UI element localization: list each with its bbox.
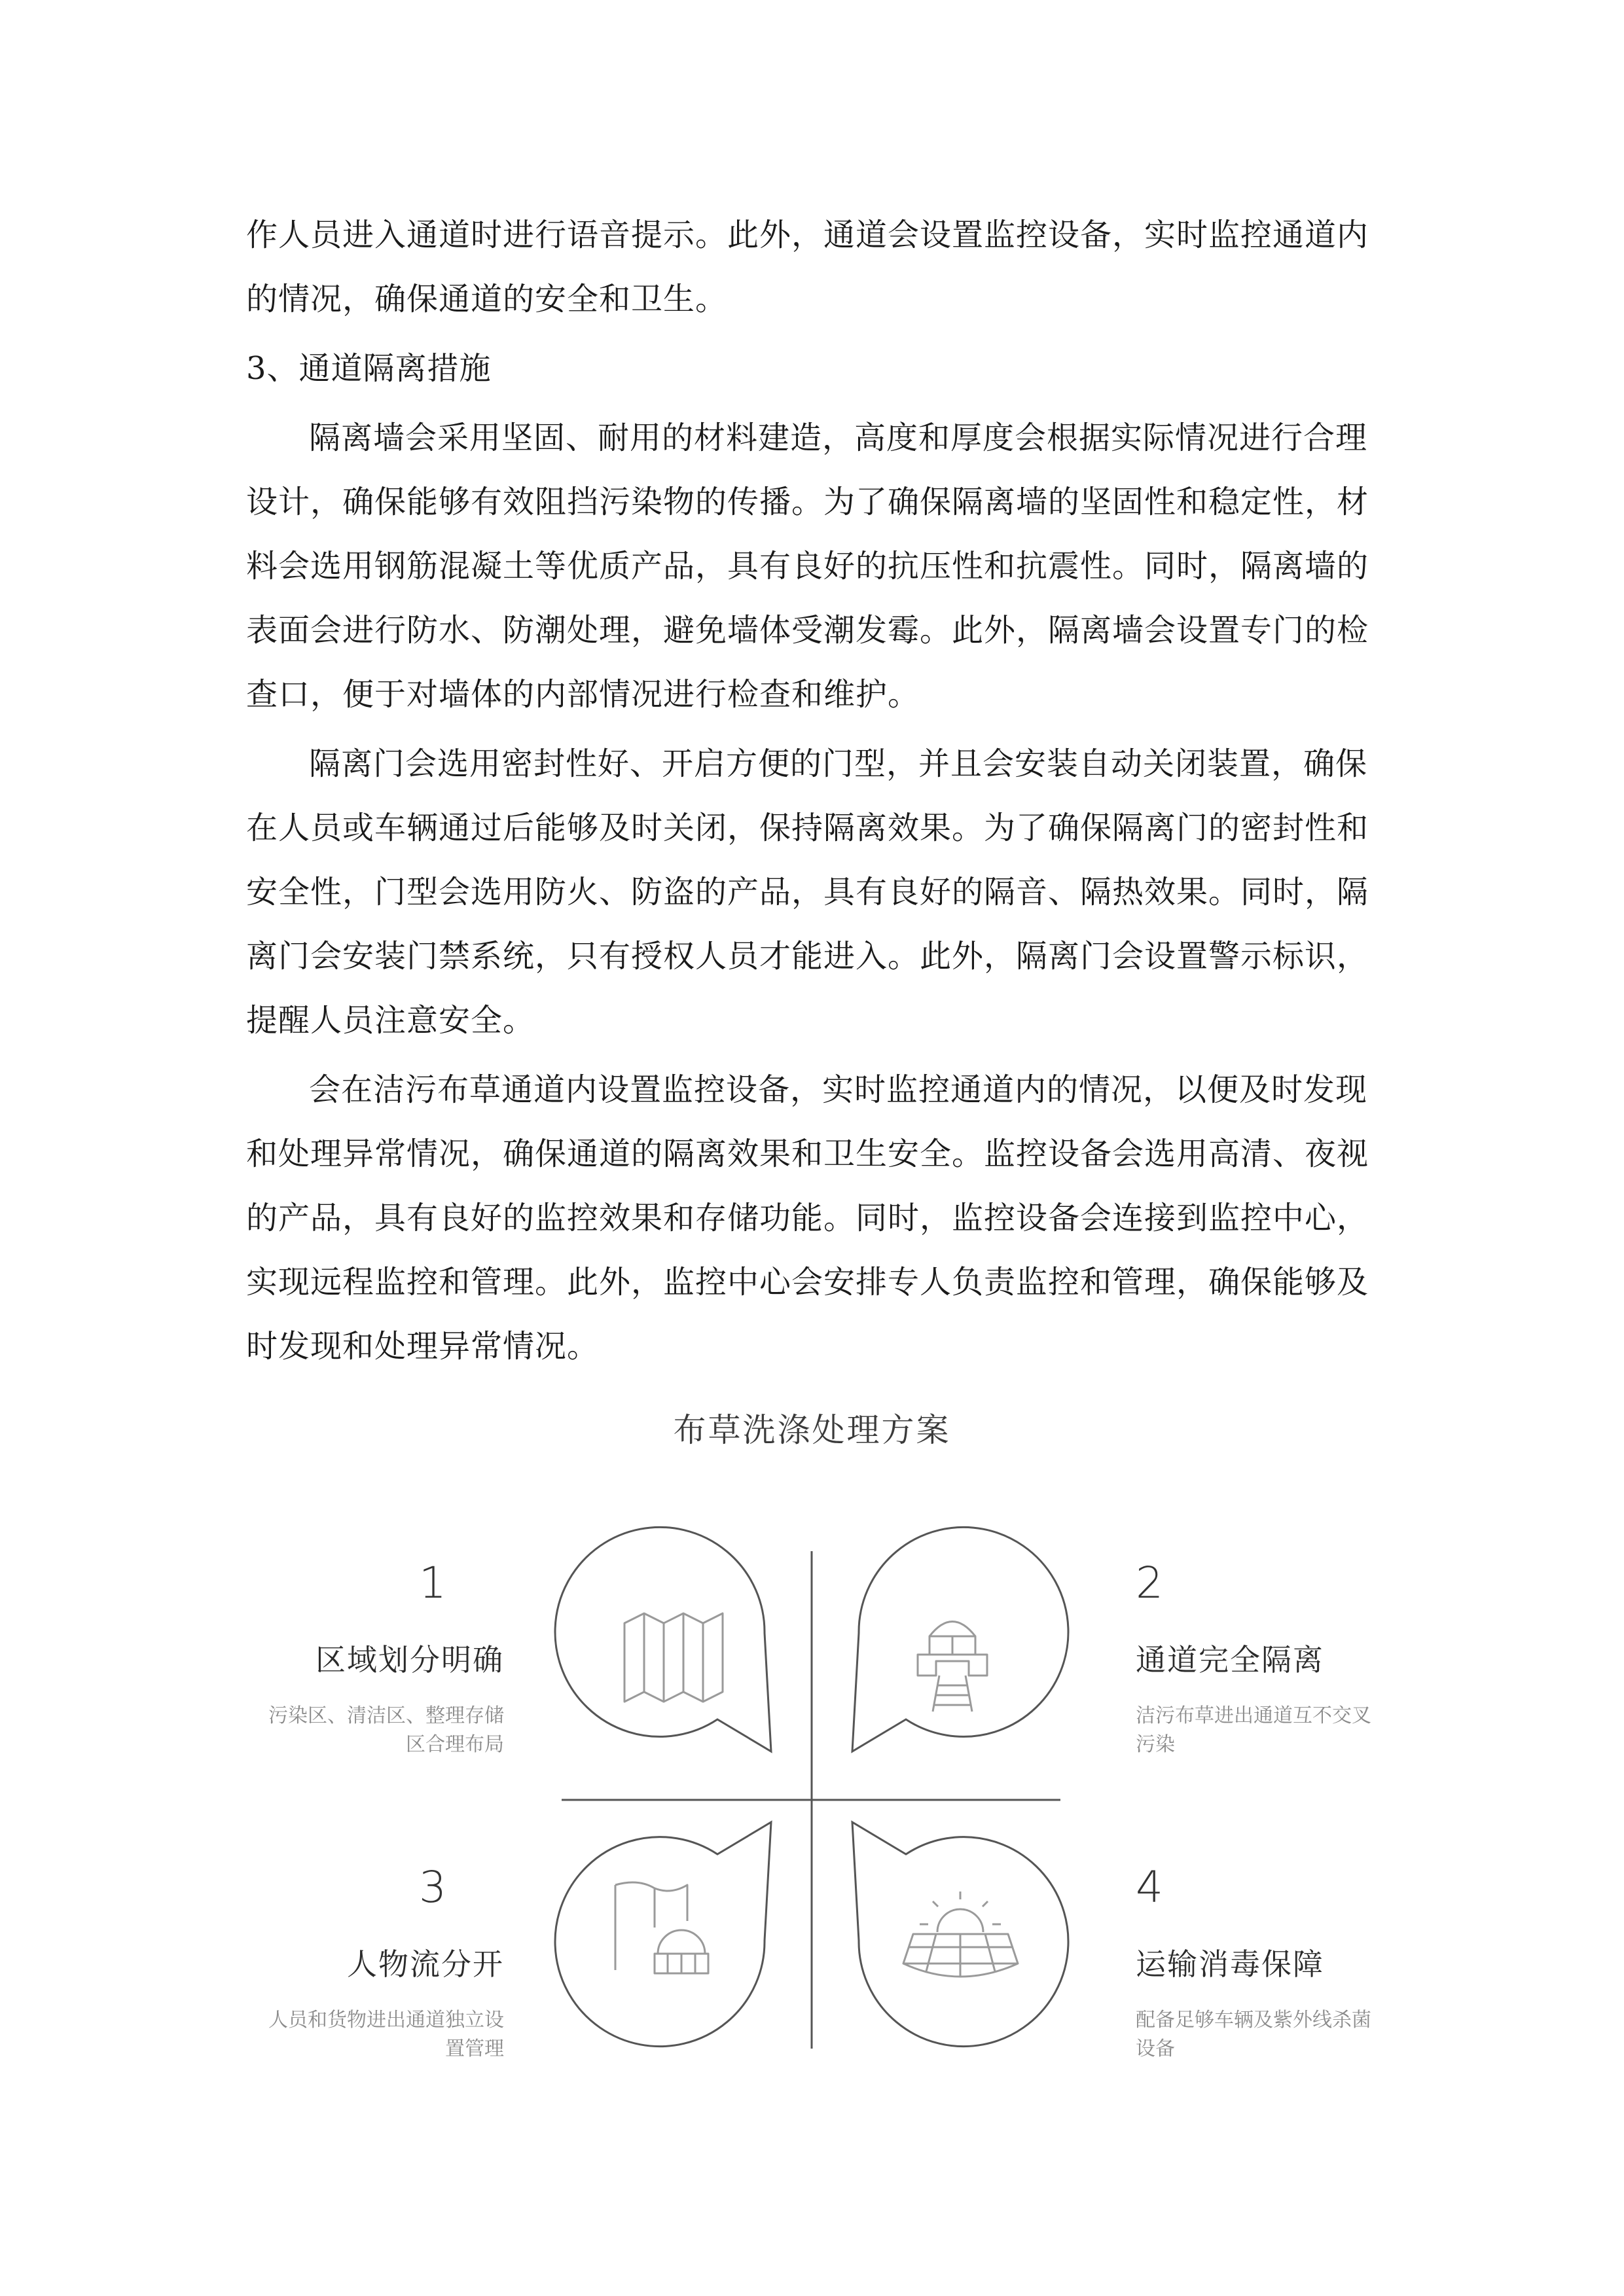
- item-1-number: 1: [419, 1558, 446, 1608]
- item-2-description: 洁污布草进出通道互不交叉污染: [1136, 1704, 1371, 1756]
- item-1-description: 污染区、清洁区、整理存储区合理布局: [268, 1704, 504, 1756]
- diagram-title: 布草洗涤处理方案: [673, 1411, 951, 1449]
- bubble-2: [852, 1527, 1068, 1751]
- bubble-3: [555, 1822, 771, 2047]
- paragraph-isolation-door: 隔离门会选用密封性好、开启方便的门型，并且会安装自动关闭装置，确保在人员或车辆通过后能够及时关闭，保持隔离效果。为了确保隔离门的密封性和安全性，门型会选用防火、防盗的产品，具有良好的隔音、隔热效果。同时，隔离门会安装门禁系统，只有授权人员才能进入。此外，隔离门会设置警示标识，提醒人员注意安全。: [246, 745, 1369, 1039]
- item-4-heading: 运输消毒保障: [1136, 1946, 1324, 1982]
- paragraph-monitoring: 会在洁污布草通道内设置监控设备，实时监控通道内的情况，以便及时发现和处理异常情况，确保通道的隔离效果和卫生安全。监控设备会选用高清、夜视的产品，具有良好的监控效果和存储功能。同时，监控设备会连接到监控中心，实现远程监控和管理。此外，监控中心会安排专人负责监控和管理，确保能够及时发现和处理异常情况。: [246, 1071, 1369, 1365]
- item-2-number: 2: [1136, 1558, 1163, 1608]
- section-heading: 3、通道隔离措施: [246, 350, 492, 387]
- item-4-description: 配备足够车辆及紫外线杀菌设备: [1136, 2009, 1371, 2060]
- item-2-heading: 通道完全隔离: [1136, 1642, 1324, 1677]
- item-3-number: 3: [419, 1862, 446, 1912]
- item-4-number: 4: [1136, 1862, 1163, 1912]
- item-3-description: 人员和货物进出通道独立设置管理: [268, 2009, 504, 2060]
- item-1-heading: 区域划分明确: [316, 1642, 504, 1677]
- paragraph-isolation-wall: 隔离墙会采用坚固、耐用的材料建造，高度和厚度会根据实际情况进行合理设计，确保能够有效阻挡污染物的传播。为了确保隔离墙的坚固性和稳定性，材料会选用钢筋混凝土等优质产品，具有良好的抗压性和抗震性。同时，隔离墙的表面会进行防水、防潮处理，避免墙体受潮发霉。此外，隔离墙会设置专门的检查口，便于对墙体的内部情况进行检查和维护。: [246, 420, 1369, 713]
- item-3-heading: 人物流分开: [347, 1946, 504, 1982]
- paragraph-continued: 作人员进入通道时进行语音提示。此外，通道会设置监控设备，实时监控通道内的情况，确保通道的安全和卫生。: [246, 217, 1369, 317]
